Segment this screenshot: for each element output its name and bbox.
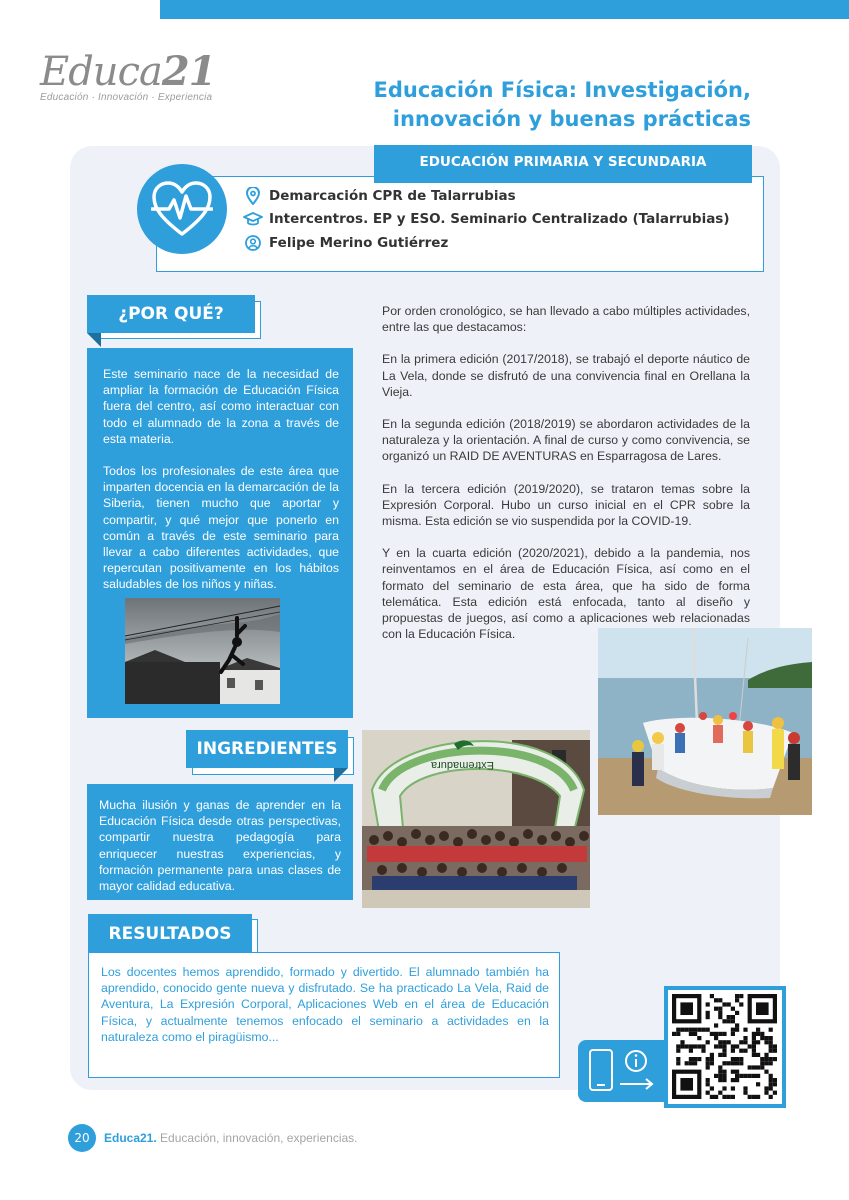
por-que-heading: ¿POR QUÉ? (87, 295, 255, 333)
ingredientes-tab-fold (334, 768, 348, 782)
page-title-line-1: Educación Física: Investigación, (373, 78, 751, 102)
mobile-info-icon (578, 1040, 664, 1102)
activities-paragraph-1: Por orden cronológico, se han llevado a cabo múltiples actividades, entre las que destacamos: (382, 304, 750, 335)
top-accent-bar (160, 0, 849, 19)
ingredientes-text: Mucha ilusión y ganas de aprender en la Educación Física desde otras perspectivas, compartir nuestra pedagogía para enriquecer nuestras experiencias, y formación permanente para unas clases de mayor calidad educativa. (99, 798, 341, 894)
activities-paragraph-5: Y en la cuarta edición (2020/2021), debido a la pandemia, nos reinventamos en el área de Educación Física, así como en el formato del seminario de esta área, que ha sido de forma telemática. Esta edición está enfocada, tanto al diseño y propuestas de juegos, así como a aplicaciones web relacionadas con la Educación Física. (382, 546, 750, 642)
logo (40, 48, 216, 103)
info-type-text: Intercentros. EP y ESO. Seminario Centralizado (Talarrubias) (269, 211, 730, 227)
qr-code[interactable] (664, 986, 786, 1108)
group-photo (362, 730, 590, 908)
info-type (243, 210, 730, 228)
por-que-paragraph-2: Todos los profesionales de este área que imparten docencia en la demarcación de la Siberia, tienen mucho que aportar y compartir, y qué mejor que ponerlo en común a través de este seminario para llevar a cabo diferentes actividades, que repercutan positivamente en los hábitos saludables de los niños y niñas. (103, 464, 339, 592)
page-title (321, 76, 751, 134)
info-location (243, 187, 516, 205)
location-pin-icon (243, 187, 263, 205)
ingredientes-panel (87, 784, 353, 900)
por-que-paragraph-1: Este seminario nace de la necesidad de ampliar la formación de Educación Física fuera del centro, así como interactuar con todo el alumnado de la zona a través de esta materia. (103, 367, 339, 446)
graduation-cap-icon (243, 210, 263, 228)
sailing-photo (598, 628, 812, 815)
footer-brand: Educa21. (104, 1131, 157, 1145)
page-title-line-2: innovación y buenas prácticas (392, 107, 751, 131)
logo-tagline: Educación · Innovación · Experiencia (40, 92, 213, 103)
footer (68, 1124, 358, 1152)
logo-wordmark: Educa21 (40, 48, 216, 95)
user-icon (243, 234, 263, 252)
page-number: 20 (68, 1124, 96, 1152)
activities-paragraph-2: En la primera edición (2017/2018), se trabajó el deporte náutico de La Vela, donde se disfrutó de una convivencia final en Orellana la Vieja. (382, 352, 750, 399)
activities-paragraph-3: En la segunda edición (2018/2019) se abordaron actividades de la naturaleza y la orientación. A final de curso y como convivencia, se organizó un RAID DE AVENTURAS en Esparragosa de Lares. (382, 417, 750, 464)
level-tab: EDUCACIÓN PRIMARIA Y SECUNDARIA (374, 145, 752, 183)
resultados-text: Los docentes hemos aprendido, formado y divertido. El alumnado también ha aprendido, conocido gente nueva y disfrutado. Se ha practicado La Vela, Raid de Aventura, La Expresión Corporal, Aplicaciones Web en el área de Educación Física, y actualmente tenemos enfocado el seminario a actividades en la naturaleza como el piragüismo... (101, 965, 549, 1044)
info-location-text: Demarcación CPR de Talarrubias (269, 188, 516, 204)
info-author-text: Felipe Merino Gutiérrez (269, 235, 449, 251)
arch-text: Extremadura (431, 759, 494, 771)
footer-tagline: Educación, innovación, experiencias. (156, 1131, 358, 1145)
heart-pulse-icon (137, 164, 227, 254)
activities-paragraph-4: En la tercera edición (2019/2020), se trataron temas sobre la Expresión Corporal. Hubo un curso inicial en el CPR sobre la misma. Esta edición se vio suspendida por la COVID-19. (382, 481, 750, 529)
ingredientes-heading: INGREDIENTES (186, 730, 348, 768)
activities-text (382, 303, 750, 658)
por-que-tab-fold (87, 333, 101, 347)
info-author (243, 234, 448, 252)
resultados-heading: RESULTADOS (88, 914, 252, 952)
zipline-photo (125, 598, 280, 704)
footer-text (104, 1131, 358, 1145)
